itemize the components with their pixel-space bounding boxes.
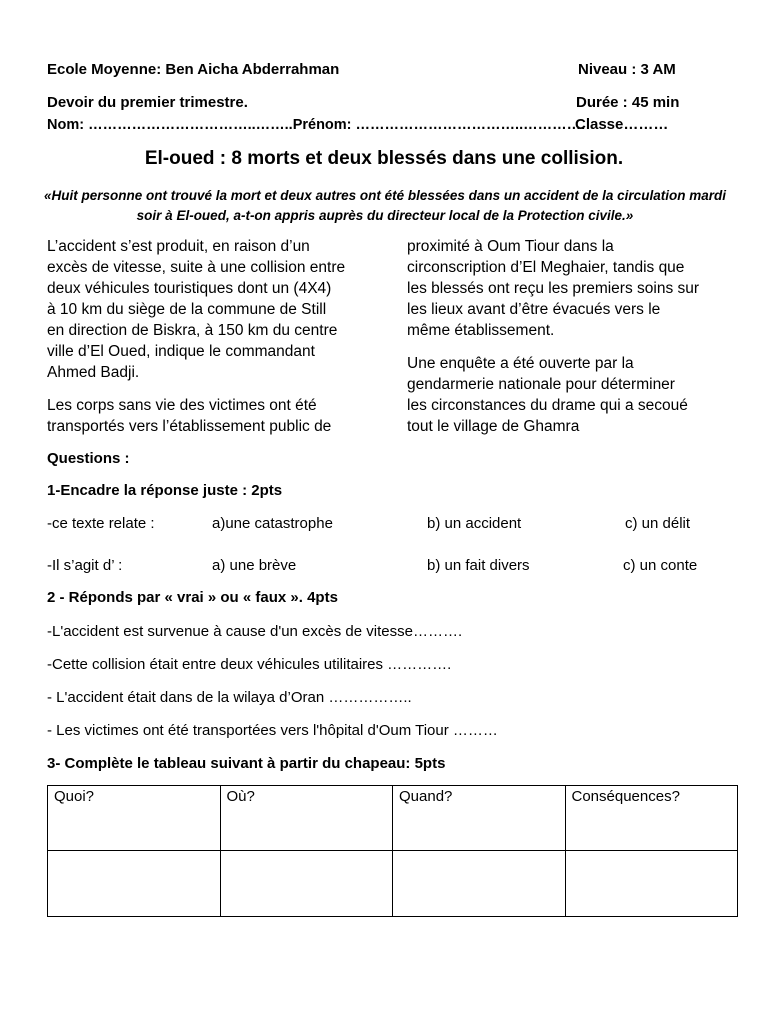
- q1-row2-option-c[interactable]: c) un conte: [623, 557, 698, 574]
- article-title: El-oued : 8 morts et deux blessés dans une collision.: [144, 148, 624, 169]
- table-header-cell: Conséquences?: [565, 786, 738, 851]
- true-false-item[interactable]: - L'accident était dans de la wilaya d’Oran ……………..: [47, 689, 412, 706]
- q1-row1-prompt: -ce texte relate :: [47, 515, 155, 532]
- table-header-cell: Quand?: [393, 786, 566, 851]
- true-false-item[interactable]: - Les victimes ont été transportées vers l'hôpital d'Oum Tiour ………: [47, 722, 498, 739]
- school-name: Ecole Moyenne: Ben Aicha Abderrahman: [47, 61, 340, 78]
- true-false-item[interactable]: -L'accident est survenue à cause d'un excès de vitesse……….: [47, 623, 463, 640]
- answer-table: [47, 785, 738, 917]
- answer-cell-quand[interactable]: [393, 851, 566, 917]
- class-line: Classe………: [575, 116, 669, 133]
- table-header-cell: Où?: [220, 786, 393, 851]
- article-paragraph: Une enquête a été ouverte par la gendarmerie nationale pour déterminer les circonstances du drame qui a secoué tout le village de Ghamra: [407, 355, 688, 435]
- article-paragraph: proximité à Oum Tiour dans la circonscription d’El Meghaier, tandis que les blessés ont reçu les premiers soins sur les lieux avant d’être évacués vers le même établissement.: [407, 238, 700, 339]
- q1-row2-option-a[interactable]: a) une brève: [212, 557, 297, 574]
- article-left-column: [47, 236, 367, 449]
- answer-cell-consequences[interactable]: [565, 851, 738, 917]
- questions-heading: Questions :: [47, 450, 130, 467]
- question-3-title: 3- Complète le tableau suivant à partir du chapeau: 5pts: [47, 755, 446, 772]
- question-1-title: 1-Encadre la réponse juste : 2pts: [47, 482, 283, 499]
- article-right-column: [407, 236, 737, 449]
- answer-cell-quoi[interactable]: [48, 851, 221, 917]
- answer-cell-ou[interactable]: [220, 851, 393, 917]
- q1-row2-prompt: -Il s’agit d’ :: [47, 557, 123, 574]
- exam-title: Devoir du premier trimestre.: [47, 94, 248, 111]
- true-false-item[interactable]: -Cette collision était entre deux véhicules utilitaires ………….: [47, 656, 452, 673]
- table-answer-row[interactable]: [48, 851, 738, 917]
- table-header-row: [48, 786, 738, 851]
- article-paragraph: Les corps sans vie des victimes ont été transportés vers l’établissement public de: [47, 397, 332, 435]
- article-paragraph: L’accident s’est produit, en raison d’un excès de vitesse, suite à une collision entre deux véhicules touristiques dont un (4X4) à 10 km du siège de la commune de Still en direction de Biskra, à 150 km du centre ville d’El Oued, indique le commandant Ahmed Badji.: [47, 238, 346, 381]
- q1-row1-option-c[interactable]: c) un délit: [625, 515, 691, 532]
- name-line: Nom: ……………………………..……..Prénom: ……………………………..………….: [47, 117, 586, 133]
- duration-label: Durée : 45 min: [576, 94, 680, 111]
- article-chapeau: «Huit personne ont trouvé la mort et deux autres ont été blessées dans un accident de la circulation mardi soir à El-oued, a-t-on appris auprès du directeur local de la Protection civile.»: [44, 188, 726, 223]
- level-label: Niveau : 3 AM: [578, 61, 676, 78]
- q1-row1-option-b[interactable]: b) un accident: [427, 515, 522, 532]
- question-2-title: 2 - Réponds par « vrai » ou « faux ». 4pts: [47, 589, 338, 606]
- q1-row2-option-b[interactable]: b) un fait divers: [427, 557, 530, 574]
- q1-row1-option-a[interactable]: a)une catastrophe: [212, 515, 333, 532]
- table-header-cell: Quoi?: [48, 786, 221, 851]
